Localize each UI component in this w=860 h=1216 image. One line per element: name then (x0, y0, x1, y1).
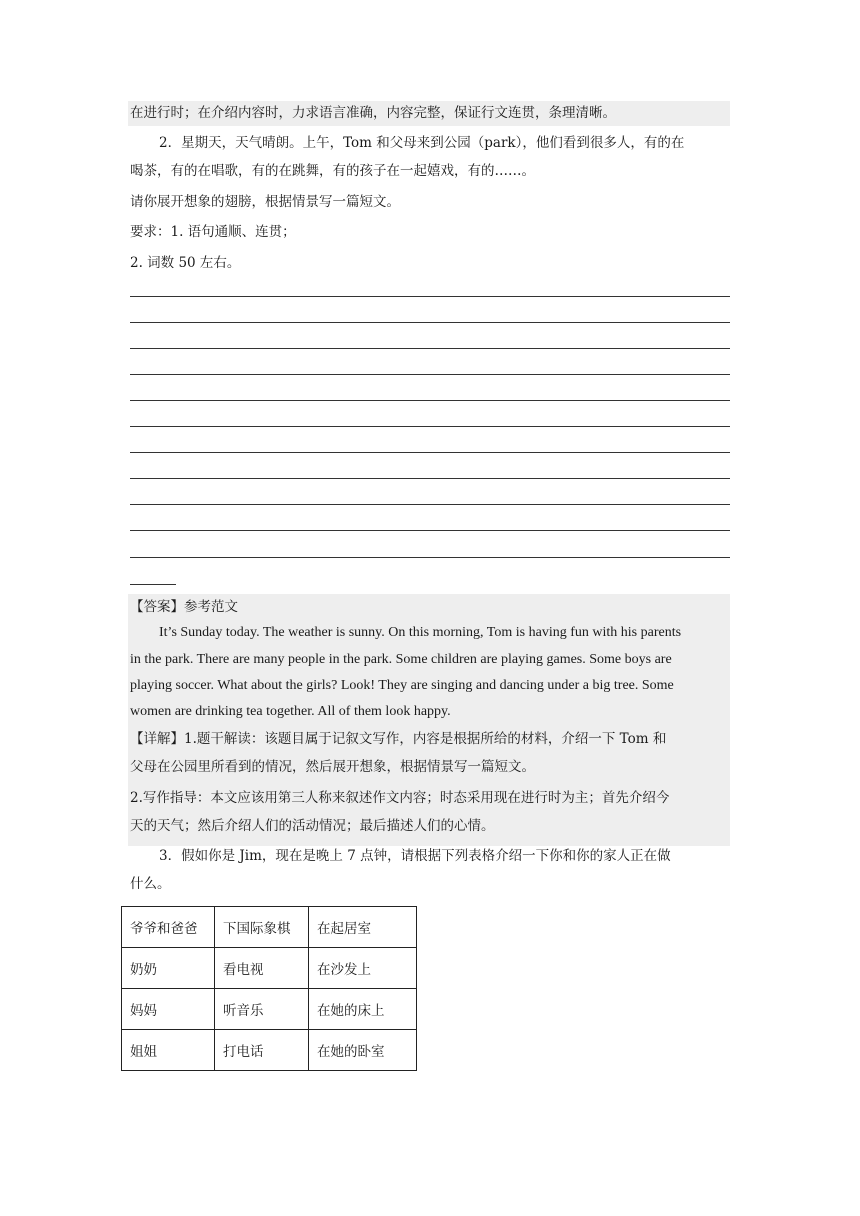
table-cell-person: 奶奶 (122, 948, 215, 989)
table-cell-location: 在起居室 (309, 907, 417, 948)
table-row (122, 989, 417, 1030)
answer-line (130, 374, 730, 375)
table-row (122, 907, 417, 948)
table-cell-activity: 下国际象棋 (215, 907, 309, 948)
question3-line1: 3．假如你是 Jim，现在是晚上 7 点钟，请根据下列表格介绍一下你和你的家人正在做 (159, 848, 671, 864)
answer-line (130, 296, 730, 297)
answer-line (130, 400, 730, 401)
table-cell-person: 爷爷和爸爸 (122, 907, 215, 948)
detail-line1: 【详解】1.题干解读：该题目属于记叙文写作，内容是根据所给的材料，介绍一下 Tom 和 (130, 731, 667, 747)
detail-line3: 2.写作指导：本文应该用第三人称来叙述作文内容；时态采用现在进行时为主；首先介绍今 (130, 790, 670, 806)
answer-line (130, 348, 730, 349)
sample-essay-line: It’s Sunday today. The weather is sunny. On this morning, Tom is having fun with his parents (159, 625, 682, 640)
sample-essay-line: in the park. There are many people in the park. Some children are playing games. Some boys are (130, 652, 672, 667)
question2-prompt: 请你展开想象的翅膀，根据情景写一篇短文。 (130, 194, 400, 210)
answer-line (130, 504, 730, 505)
answer-header: 【答案】参考范文 (130, 599, 238, 615)
question1-tail: 在进行时；在介绍内容时，力求语言准确，内容完整，保证行文连贯，条理清晰。 (130, 105, 616, 121)
table-cell-activity: 听音乐 (215, 989, 309, 1030)
question3-line2: 什么。 (130, 876, 171, 892)
sample-essay-line: playing soccer. What about the girls? Look! They are singing and dancing under a big tree. Some (130, 678, 674, 693)
answer-line (130, 530, 730, 531)
answer-line (130, 557, 730, 558)
table-row (122, 948, 417, 989)
answer-line (130, 452, 730, 453)
answer-line-end (130, 584, 176, 585)
answer-line (130, 426, 730, 427)
table-cell-activity: 打电话 (215, 1030, 309, 1071)
answer-line (130, 478, 730, 479)
answer-line (130, 322, 730, 323)
question2-requirement2: 2. 词数 50 左右。 (130, 255, 241, 271)
table-cell-location: 在她的卧室 (309, 1030, 417, 1071)
table-cell-location: 在沙发上 (309, 948, 417, 989)
table-cell-location: 在她的床上 (309, 989, 417, 1030)
table-cell-person: 妈妈 (122, 989, 215, 1030)
question2-line1: 2．星期天，天气晴朗。上午，Tom 和父母来到公园（park），他们看到很多人，有的在 (159, 135, 685, 151)
family-activity-table (121, 906, 417, 1071)
question2-requirement1: 要求：1. 语句通顺、连贯； (130, 224, 296, 240)
sample-essay-line: women are drinking tea together. All of them look happy. (130, 704, 451, 719)
table-cell-person: 姐姐 (122, 1030, 215, 1071)
table-row (122, 1030, 417, 1071)
question2-line2: 喝茶，有的在唱歌，有的在跳舞，有的孩子在一起嬉戏，有的……。 (130, 163, 535, 179)
detail-line2: 父母在公园里所看到的情况，然后展开想象，根据情景写一篇短文。 (130, 759, 535, 775)
detail-line4: 天的天气；然后介绍人们的活动情况；最后描述人们的心情。 (130, 818, 495, 834)
table-cell-activity: 看电视 (215, 948, 309, 989)
